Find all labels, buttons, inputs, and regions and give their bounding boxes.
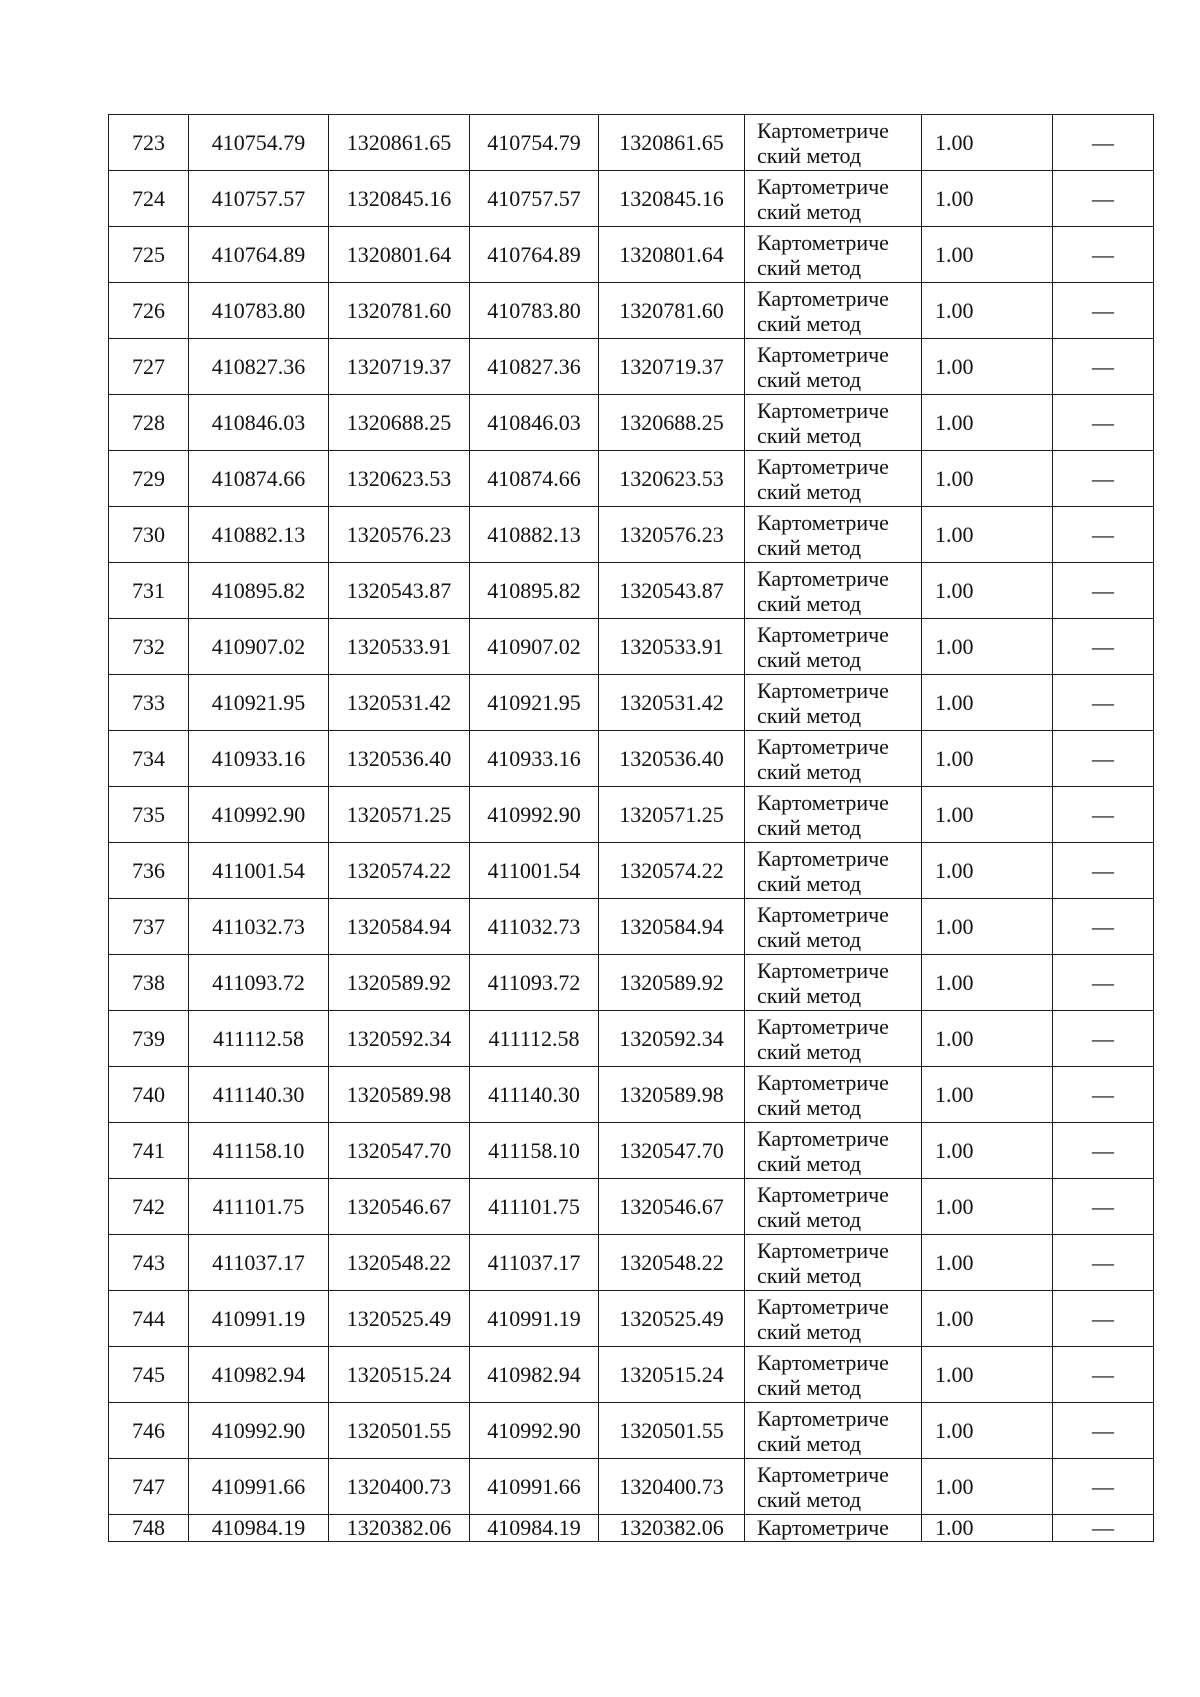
x-coordinate-cell: 410991.19 bbox=[189, 1291, 329, 1347]
x-coordinate-new-cell: 410933.16 bbox=[470, 731, 599, 787]
note-cell: — bbox=[1053, 1067, 1154, 1123]
y-coordinate-cell: 1320548.22 bbox=[329, 1235, 470, 1291]
method-text-line: Картометриче bbox=[757, 845, 889, 871]
note-cell: — bbox=[1053, 395, 1154, 451]
y-coordinate-cell: 1320382.06 bbox=[329, 1515, 470, 1542]
method-text-line: ский метод bbox=[757, 1094, 862, 1120]
method-cell bbox=[745, 1123, 922, 1179]
method-text-line: Картометриче bbox=[757, 1181, 889, 1207]
accuracy-cell: 1.00 bbox=[922, 787, 1053, 843]
y-coordinate-new-cell: 1320801.64 bbox=[599, 227, 745, 283]
y-coordinate-new-cell: 1320861.65 bbox=[599, 115, 745, 171]
accuracy-cell: 1.00 bbox=[922, 1123, 1053, 1179]
x-coordinate-cell: 410874.66 bbox=[189, 451, 329, 507]
x-coordinate-new-cell: 411093.72 bbox=[470, 955, 599, 1011]
y-coordinate-cell: 1320719.37 bbox=[329, 339, 470, 395]
table-row bbox=[109, 1291, 1154, 1347]
method-text-line: Картометриче bbox=[757, 509, 889, 535]
point-number-cell: 745 bbox=[109, 1347, 189, 1403]
note-cell: — bbox=[1053, 675, 1154, 731]
x-coordinate-cell: 410757.57 bbox=[189, 171, 329, 227]
note-cell: — bbox=[1053, 1179, 1154, 1235]
table-row bbox=[109, 899, 1154, 955]
method-text-line: ский метод bbox=[757, 1262, 862, 1288]
method-text-line: ский метод bbox=[757, 310, 862, 336]
x-coordinate-new-cell: 410982.94 bbox=[470, 1347, 599, 1403]
method-cell bbox=[745, 1403, 922, 1459]
method-text-line: ский метод bbox=[757, 142, 862, 168]
x-coordinate-cell: 411037.17 bbox=[189, 1235, 329, 1291]
y-coordinate-new-cell: 1320623.53 bbox=[599, 451, 745, 507]
method-text-line: ский метод bbox=[757, 478, 862, 504]
y-coordinate-cell: 1320515.24 bbox=[329, 1347, 470, 1403]
note-cell: — bbox=[1053, 619, 1154, 675]
x-coordinate-cell: 410933.16 bbox=[189, 731, 329, 787]
coordinates-table bbox=[108, 114, 1154, 1542]
method-cell bbox=[745, 675, 922, 731]
accuracy-cell: 1.00 bbox=[922, 283, 1053, 339]
note-cell: — bbox=[1053, 843, 1154, 899]
x-coordinate-cell: 411001.54 bbox=[189, 843, 329, 899]
method-text-line: Картометриче bbox=[757, 1293, 889, 1319]
x-coordinate-cell: 411032.73 bbox=[189, 899, 329, 955]
table-row bbox=[109, 1459, 1154, 1515]
y-coordinate-new-cell: 1320571.25 bbox=[599, 787, 745, 843]
method-text-line: Картометриче bbox=[757, 1013, 889, 1039]
table-row bbox=[109, 227, 1154, 283]
point-number-cell: 737 bbox=[109, 899, 189, 955]
method-cell bbox=[745, 171, 922, 227]
y-coordinate-cell: 1320536.40 bbox=[329, 731, 470, 787]
method-text-line: Картометриче bbox=[757, 1461, 889, 1487]
note-cell: — bbox=[1053, 115, 1154, 171]
note-cell: — bbox=[1053, 563, 1154, 619]
method-text-line: Картометриче bbox=[757, 341, 889, 367]
accuracy-cell: 1.00 bbox=[922, 955, 1053, 1011]
note-cell: — bbox=[1053, 339, 1154, 395]
x-coordinate-new-cell: 410827.36 bbox=[470, 339, 599, 395]
accuracy-cell: 1.00 bbox=[922, 451, 1053, 507]
method-cell bbox=[745, 1291, 922, 1347]
table-row bbox=[109, 1123, 1154, 1179]
method-text-line: Картометриче bbox=[757, 1515, 889, 1540]
note-cell: — bbox=[1053, 451, 1154, 507]
method-text-line: ский метод bbox=[757, 422, 862, 448]
x-coordinate-new-cell: 411037.17 bbox=[470, 1235, 599, 1291]
table-row bbox=[109, 1235, 1154, 1291]
y-coordinate-new-cell: 1320543.87 bbox=[599, 563, 745, 619]
x-coordinate-cell: 410992.90 bbox=[189, 1403, 329, 1459]
x-coordinate-new-cell: 411001.54 bbox=[470, 843, 599, 899]
method-text-line: Картометриче bbox=[757, 1349, 889, 1375]
point-number-cell: 730 bbox=[109, 507, 189, 563]
method-text-line: Картометриче bbox=[757, 117, 889, 143]
method-cell bbox=[745, 1459, 922, 1515]
x-coordinate-new-cell: 410921.95 bbox=[470, 675, 599, 731]
method-text-line: ский метод bbox=[757, 1150, 862, 1176]
point-number-cell: 727 bbox=[109, 339, 189, 395]
method-cell bbox=[745, 1067, 922, 1123]
method-cell bbox=[745, 899, 922, 955]
note-cell: — bbox=[1053, 1291, 1154, 1347]
x-coordinate-cell: 410895.82 bbox=[189, 563, 329, 619]
point-number-cell: 723 bbox=[109, 115, 189, 171]
x-coordinate-new-cell: 410992.90 bbox=[470, 1403, 599, 1459]
y-coordinate-cell: 1320525.49 bbox=[329, 1291, 470, 1347]
accuracy-cell: 1.00 bbox=[922, 1235, 1053, 1291]
y-coordinate-new-cell: 1320781.60 bbox=[599, 283, 745, 339]
method-text-line: Картометриче bbox=[757, 733, 889, 759]
point-number-cell: 724 bbox=[109, 171, 189, 227]
accuracy-cell: 1.00 bbox=[922, 171, 1053, 227]
y-coordinate-new-cell: 1320515.24 bbox=[599, 1347, 745, 1403]
method-text-line: ский метод bbox=[757, 254, 862, 280]
table-row bbox=[109, 731, 1154, 787]
method-text-line: Картометриче bbox=[757, 285, 889, 311]
method-cell bbox=[745, 1235, 922, 1291]
accuracy-cell: 1.00 bbox=[922, 843, 1053, 899]
point-number-cell: 729 bbox=[109, 451, 189, 507]
method-text-line: Картометриче bbox=[757, 621, 889, 647]
table-row bbox=[109, 843, 1154, 899]
method-text-line: ский метод bbox=[757, 198, 862, 224]
table-row bbox=[109, 1179, 1154, 1235]
note-cell: — bbox=[1053, 1347, 1154, 1403]
y-coordinate-new-cell: 1320525.49 bbox=[599, 1291, 745, 1347]
y-coordinate-new-cell: 1320536.40 bbox=[599, 731, 745, 787]
x-coordinate-cell: 410921.95 bbox=[189, 675, 329, 731]
table-row bbox=[109, 563, 1154, 619]
point-number-cell: 726 bbox=[109, 283, 189, 339]
method-cell bbox=[745, 787, 922, 843]
x-coordinate-new-cell: 410991.66 bbox=[470, 1459, 599, 1515]
method-cell bbox=[745, 1011, 922, 1067]
y-coordinate-cell: 1320400.73 bbox=[329, 1459, 470, 1515]
accuracy-cell: 1.00 bbox=[922, 675, 1053, 731]
x-coordinate-cell: 410764.89 bbox=[189, 227, 329, 283]
method-text-line: ский метод bbox=[757, 1038, 862, 1064]
accuracy-cell: 1.00 bbox=[922, 115, 1053, 171]
method-text-line: ский метод bbox=[757, 646, 862, 672]
x-coordinate-new-cell: 411140.30 bbox=[470, 1067, 599, 1123]
point-number-cell: 748 bbox=[109, 1515, 189, 1542]
accuracy-cell: 1.00 bbox=[922, 1291, 1053, 1347]
y-coordinate-cell: 1320592.34 bbox=[329, 1011, 470, 1067]
method-text-line: ский метод bbox=[757, 1486, 862, 1512]
table-row bbox=[109, 115, 1154, 171]
x-coordinate-new-cell: 410984.19 bbox=[470, 1515, 599, 1542]
table-row bbox=[109, 787, 1154, 843]
x-coordinate-cell: 410754.79 bbox=[189, 115, 329, 171]
y-coordinate-new-cell: 1320584.94 bbox=[599, 899, 745, 955]
note-cell: — bbox=[1053, 731, 1154, 787]
method-cell bbox=[745, 227, 922, 283]
method-text-line: ский метод bbox=[757, 366, 862, 392]
method-cell bbox=[745, 563, 922, 619]
note-cell: — bbox=[1053, 1123, 1154, 1179]
method-cell bbox=[745, 955, 922, 1011]
method-text-line: Картометриче bbox=[757, 901, 889, 927]
x-coordinate-cell: 411112.58 bbox=[189, 1011, 329, 1067]
x-coordinate-new-cell: 410895.82 bbox=[470, 563, 599, 619]
x-coordinate-cell: 410992.90 bbox=[189, 787, 329, 843]
method-cell bbox=[745, 395, 922, 451]
x-coordinate-cell: 410907.02 bbox=[189, 619, 329, 675]
method-cell bbox=[745, 339, 922, 395]
y-coordinate-new-cell: 1320531.42 bbox=[599, 675, 745, 731]
x-coordinate-new-cell: 411158.10 bbox=[470, 1123, 599, 1179]
table-row bbox=[109, 1515, 1154, 1542]
method-text-line: Картометриче bbox=[757, 397, 889, 423]
accuracy-cell: 1.00 bbox=[922, 1403, 1053, 1459]
point-number-cell: 725 bbox=[109, 227, 189, 283]
method-cell bbox=[745, 1347, 922, 1403]
x-coordinate-cell: 410984.19 bbox=[189, 1515, 329, 1542]
note-cell: — bbox=[1053, 283, 1154, 339]
method-text-line: ский метод bbox=[757, 870, 862, 896]
accuracy-cell: 1.00 bbox=[922, 1011, 1053, 1067]
accuracy-cell: 1.00 bbox=[922, 1067, 1053, 1123]
accuracy-cell: 1.00 bbox=[922, 339, 1053, 395]
y-coordinate-new-cell: 1320845.16 bbox=[599, 171, 745, 227]
method-cell bbox=[745, 619, 922, 675]
accuracy-cell: 1.00 bbox=[922, 1459, 1053, 1515]
x-coordinate-new-cell: 410757.57 bbox=[470, 171, 599, 227]
accuracy-cell: 1.00 bbox=[922, 731, 1053, 787]
x-coordinate-cell: 410827.36 bbox=[189, 339, 329, 395]
point-number-cell: 742 bbox=[109, 1179, 189, 1235]
y-coordinate-cell: 1320531.42 bbox=[329, 675, 470, 731]
note-cell: — bbox=[1053, 1459, 1154, 1515]
y-coordinate-new-cell: 1320592.34 bbox=[599, 1011, 745, 1067]
method-text-line: ский метод bbox=[757, 1374, 862, 1400]
x-coordinate-new-cell: 410846.03 bbox=[470, 395, 599, 451]
note-cell: — bbox=[1053, 899, 1154, 955]
method-text-line: ский метод bbox=[757, 702, 862, 728]
y-coordinate-new-cell: 1320548.22 bbox=[599, 1235, 745, 1291]
y-coordinate-cell: 1320533.91 bbox=[329, 619, 470, 675]
method-text-line: Картометриче bbox=[757, 789, 889, 815]
method-cell bbox=[745, 1515, 922, 1542]
method-text-line: ский метод bbox=[757, 1206, 862, 1232]
y-coordinate-new-cell: 1320501.55 bbox=[599, 1403, 745, 1459]
method-text-line: ский метод bbox=[757, 534, 862, 560]
note-cell: — bbox=[1053, 787, 1154, 843]
method-cell bbox=[745, 1179, 922, 1235]
method-text-line: ский метод bbox=[757, 982, 862, 1008]
table-row bbox=[109, 1347, 1154, 1403]
accuracy-cell: 1.00 bbox=[922, 1347, 1053, 1403]
method-text-line: Картометриче bbox=[757, 229, 889, 255]
point-number-cell: 728 bbox=[109, 395, 189, 451]
table-row bbox=[109, 339, 1154, 395]
point-number-cell: 731 bbox=[109, 563, 189, 619]
accuracy-cell: 1.00 bbox=[922, 619, 1053, 675]
y-coordinate-cell: 1320501.55 bbox=[329, 1403, 470, 1459]
x-coordinate-new-cell: 410783.80 bbox=[470, 283, 599, 339]
point-number-cell: 743 bbox=[109, 1235, 189, 1291]
point-number-cell: 734 bbox=[109, 731, 189, 787]
y-coordinate-cell: 1320861.65 bbox=[329, 115, 470, 171]
point-number-cell: 744 bbox=[109, 1291, 189, 1347]
method-text-line: Картометриче bbox=[757, 1405, 889, 1431]
y-coordinate-new-cell: 1320382.06 bbox=[599, 1515, 745, 1542]
note-cell: — bbox=[1053, 955, 1154, 1011]
y-coordinate-cell: 1320547.70 bbox=[329, 1123, 470, 1179]
y-coordinate-cell: 1320571.25 bbox=[329, 787, 470, 843]
table-row bbox=[109, 1011, 1154, 1067]
y-coordinate-new-cell: 1320688.25 bbox=[599, 395, 745, 451]
method-cell bbox=[745, 115, 922, 171]
method-text-line: Картометриче bbox=[757, 1125, 889, 1151]
x-coordinate-new-cell: 410907.02 bbox=[470, 619, 599, 675]
table-row bbox=[109, 1403, 1154, 1459]
x-coordinate-cell: 410882.13 bbox=[189, 507, 329, 563]
y-coordinate-new-cell: 1320589.92 bbox=[599, 955, 745, 1011]
method-text-line: ский метод bbox=[757, 814, 862, 840]
x-coordinate-cell: 410991.66 bbox=[189, 1459, 329, 1515]
y-coordinate-new-cell: 1320719.37 bbox=[599, 339, 745, 395]
y-coordinate-cell: 1320546.67 bbox=[329, 1179, 470, 1235]
point-number-cell: 746 bbox=[109, 1403, 189, 1459]
method-text-line: Картометриче bbox=[757, 677, 889, 703]
method-text-line: Картометриче bbox=[757, 1069, 889, 1095]
accuracy-cell: 1.00 bbox=[922, 1179, 1053, 1235]
y-coordinate-cell: 1320781.60 bbox=[329, 283, 470, 339]
x-coordinate-new-cell: 411101.75 bbox=[470, 1179, 599, 1235]
y-coordinate-cell: 1320543.87 bbox=[329, 563, 470, 619]
table-row bbox=[109, 675, 1154, 731]
table-row bbox=[109, 1067, 1154, 1123]
method-text-line: ский метод bbox=[757, 1430, 862, 1456]
x-coordinate-new-cell: 410874.66 bbox=[470, 451, 599, 507]
y-coordinate-cell: 1320623.53 bbox=[329, 451, 470, 507]
y-coordinate-cell: 1320574.22 bbox=[329, 843, 470, 899]
x-coordinate-cell: 410982.94 bbox=[189, 1347, 329, 1403]
table-row bbox=[109, 451, 1154, 507]
accuracy-cell: 1.00 bbox=[922, 899, 1053, 955]
point-number-cell: 741 bbox=[109, 1123, 189, 1179]
note-cell: — bbox=[1053, 227, 1154, 283]
y-coordinate-cell: 1320589.92 bbox=[329, 955, 470, 1011]
accuracy-cell: 1.00 bbox=[922, 227, 1053, 283]
y-coordinate-cell: 1320584.94 bbox=[329, 899, 470, 955]
table-row bbox=[109, 171, 1154, 227]
method-text-line: Картометриче bbox=[757, 1237, 889, 1263]
point-number-cell: 740 bbox=[109, 1067, 189, 1123]
method-cell bbox=[745, 451, 922, 507]
note-cell: — bbox=[1053, 171, 1154, 227]
method-text-line: Картометриче bbox=[757, 453, 889, 479]
x-coordinate-cell: 411140.30 bbox=[189, 1067, 329, 1123]
y-coordinate-new-cell: 1320547.70 bbox=[599, 1123, 745, 1179]
y-coordinate-new-cell: 1320400.73 bbox=[599, 1459, 745, 1515]
table-row bbox=[109, 283, 1154, 339]
y-coordinate-new-cell: 1320546.67 bbox=[599, 1179, 745, 1235]
x-coordinate-cell: 410846.03 bbox=[189, 395, 329, 451]
point-number-cell: 733 bbox=[109, 675, 189, 731]
method-cell bbox=[745, 507, 922, 563]
x-coordinate-cell: 410783.80 bbox=[189, 283, 329, 339]
x-coordinate-cell: 411101.75 bbox=[189, 1179, 329, 1235]
note-cell: — bbox=[1053, 1235, 1154, 1291]
x-coordinate-cell: 411093.72 bbox=[189, 955, 329, 1011]
point-number-cell: 747 bbox=[109, 1459, 189, 1515]
table-row bbox=[109, 619, 1154, 675]
method-text-line: ский метод bbox=[757, 590, 862, 616]
note-cell: — bbox=[1053, 507, 1154, 563]
x-coordinate-new-cell: 410764.89 bbox=[470, 227, 599, 283]
note-cell: — bbox=[1053, 1403, 1154, 1459]
method-cell bbox=[745, 843, 922, 899]
method-text-line: Картометриче bbox=[757, 565, 889, 591]
x-coordinate-new-cell: 411032.73 bbox=[470, 899, 599, 955]
method-text-line: Картометриче bbox=[757, 957, 889, 983]
note-cell: — bbox=[1053, 1011, 1154, 1067]
x-coordinate-cell: 411158.10 bbox=[189, 1123, 329, 1179]
accuracy-cell: 1.00 bbox=[922, 395, 1053, 451]
x-coordinate-new-cell: 410991.19 bbox=[470, 1291, 599, 1347]
point-number-cell: 738 bbox=[109, 955, 189, 1011]
point-number-cell: 732 bbox=[109, 619, 189, 675]
point-number-cell: 735 bbox=[109, 787, 189, 843]
table-row bbox=[109, 507, 1154, 563]
method-text-line: ский метод bbox=[757, 926, 862, 952]
method-text-line: Картометриче bbox=[757, 173, 889, 199]
method-cell bbox=[745, 283, 922, 339]
y-coordinate-new-cell: 1320589.98 bbox=[599, 1067, 745, 1123]
x-coordinate-new-cell: 410882.13 bbox=[470, 507, 599, 563]
point-number-cell: 736 bbox=[109, 843, 189, 899]
y-coordinate-cell: 1320801.64 bbox=[329, 227, 470, 283]
method-text-line: ский метод bbox=[757, 758, 862, 784]
x-coordinate-new-cell: 410754.79 bbox=[470, 115, 599, 171]
table-row bbox=[109, 395, 1154, 451]
point-number-cell: 739 bbox=[109, 1011, 189, 1067]
y-coordinate-cell: 1320576.23 bbox=[329, 507, 470, 563]
y-coordinate-cell: 1320845.16 bbox=[329, 171, 470, 227]
accuracy-cell: 1.00 bbox=[922, 563, 1053, 619]
accuracy-cell: 1.00 bbox=[922, 1515, 1053, 1542]
table-row bbox=[109, 955, 1154, 1011]
x-coordinate-new-cell: 411112.58 bbox=[470, 1011, 599, 1067]
y-coordinate-new-cell: 1320533.91 bbox=[599, 619, 745, 675]
y-coordinate-cell: 1320589.98 bbox=[329, 1067, 470, 1123]
note-cell: — bbox=[1053, 1515, 1154, 1542]
y-coordinate-new-cell: 1320574.22 bbox=[599, 843, 745, 899]
y-coordinate-cell: 1320688.25 bbox=[329, 395, 470, 451]
accuracy-cell: 1.00 bbox=[922, 507, 1053, 563]
method-cell bbox=[745, 731, 922, 787]
x-coordinate-new-cell: 410992.90 bbox=[470, 787, 599, 843]
y-coordinate-new-cell: 1320576.23 bbox=[599, 507, 745, 563]
method-text-line: ский метод bbox=[757, 1318, 862, 1344]
